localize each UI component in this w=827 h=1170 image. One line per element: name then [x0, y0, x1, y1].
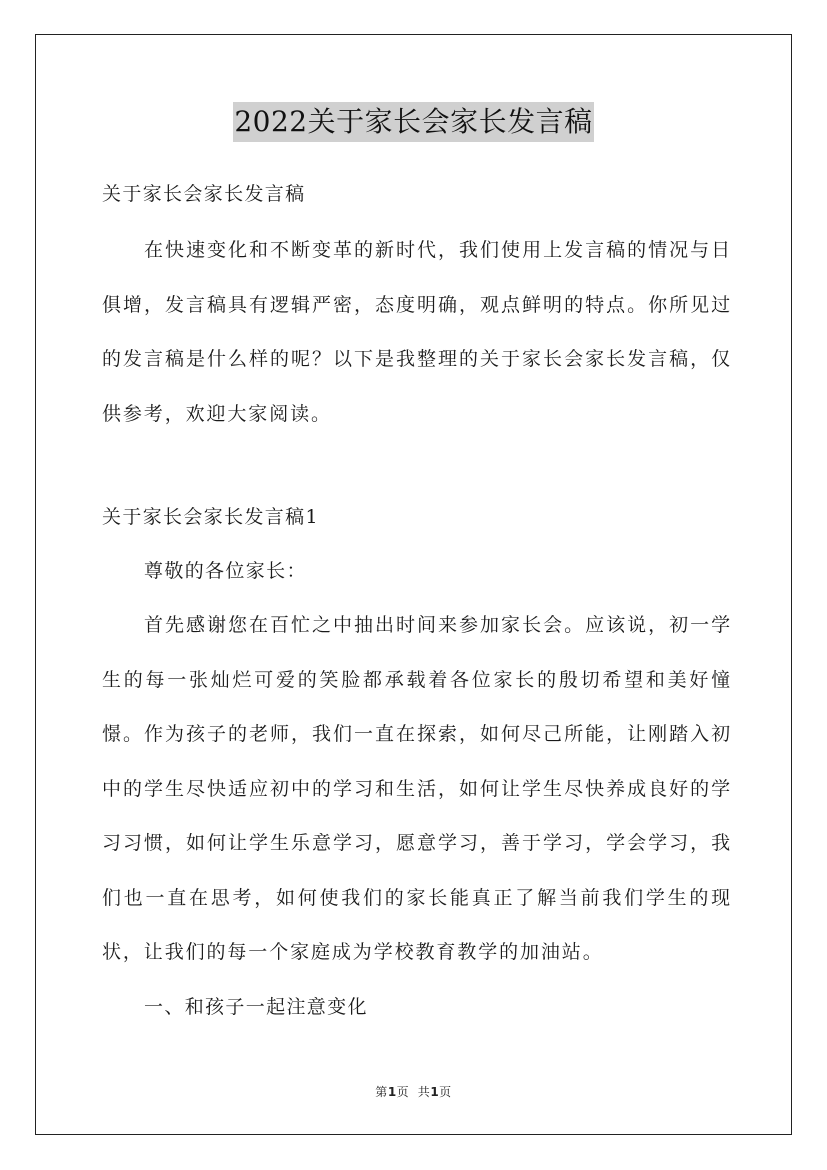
spacer: [102, 441, 732, 494]
body-paragraph: 首先感谢您在百忙之中抽出时间来参加家长会。应该说，初一学生的每一张灿烂可爱的笑脸都承载着各位家长的殷切希望和美好憧憬。作为孩子的老师，我们一直在探索，如何尽己所能，让刚踏入初中的学生尽快适应初中的学习和生活，如何让学生尽快养成良好的学习习惯，如何让学生乐意学习，愿意学习，善于学习，学会学习，我们也一直在思考，如何使我们的家长能真正了解当前我们学生的现状，让我们的每一个家庭成为学校教育教学的加油站。: [102, 614, 732, 963]
footer-total-suffix: 页: [439, 1085, 452, 1099]
intro-heading: 关于家长会家长发言稿: [102, 183, 306, 205]
footer-total-pages: 1: [430, 1085, 440, 1099]
footer-page-suffix: 页 共: [396, 1085, 431, 1099]
title-container: [0, 102, 827, 142]
subheading: 一、和孩子一起注意变化: [144, 995, 368, 1018]
document-title: 2022关于家长会家长发言稿: [233, 102, 593, 142]
intro-paragraph: 在快速变化和不断变革的新时代，我们使用上发言稿的情况与日俱增，发言稿具有逻辑严密，态度明确，观点鲜明的特点。你所见过的发言稿是什么样的呢？以下是我整理的关于家长会家长发言稿，仅供参考，欢迎大家阅读。: [102, 239, 732, 425]
document-body: [102, 171, 732, 1034]
page-footer: [0, 1083, 827, 1100]
section-heading: 关于家长会家长发言稿1: [102, 506, 319, 528]
salutation: 尊敬的各位家长：: [144, 560, 307, 582]
footer-page-prefix: 第: [375, 1085, 388, 1099]
footer-page-number: 1: [387, 1085, 397, 1099]
